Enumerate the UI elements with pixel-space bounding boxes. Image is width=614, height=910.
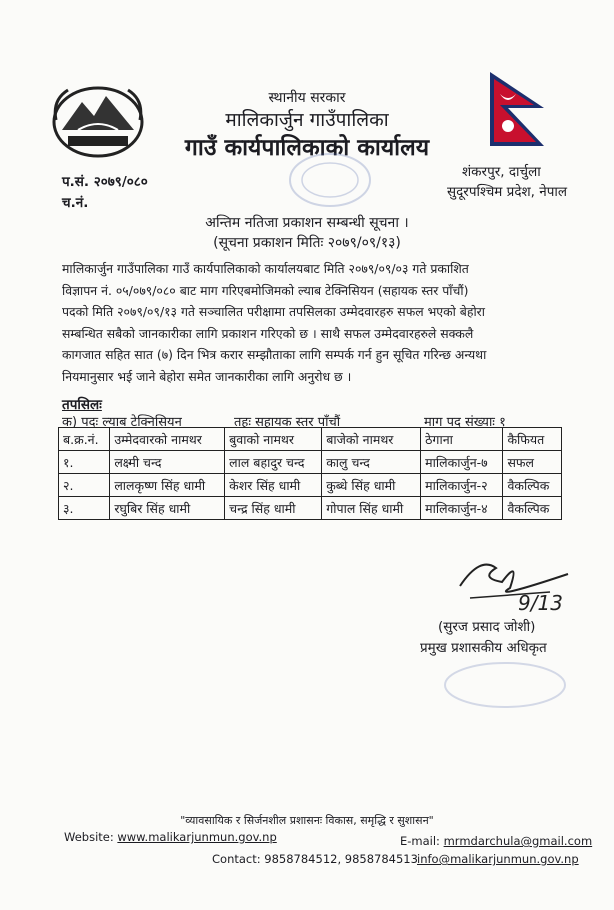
table-cell: सफल <box>503 451 562 474</box>
table-cell: वैकल्पिक <box>503 497 562 520</box>
table-cell: वैकल्पिक <box>503 474 562 497</box>
notice-body <box>62 258 562 387</box>
signer-title: प्रमुख प्रशासकीय अधिकृत <box>420 640 547 656</box>
table-header-row <box>59 428 562 451</box>
table-cell: चन्द्र सिंह धामी <box>225 497 322 520</box>
table-cell: कुब्धे सिंह धामी <box>322 474 421 497</box>
footer-slogan: "व्यावसायिक र सिर्जनशील प्रशासनः विकास, समृद्धि र सुशासन" <box>180 814 434 827</box>
post-level: तहः सहायक स्तर पाँचौं <box>234 415 341 430</box>
footer-website <box>64 830 277 844</box>
schedule-heading: तपसिलः <box>62 397 102 413</box>
signature-icon <box>450 548 580 618</box>
table-cell: मालिकार्जुन-४ <box>421 497 503 520</box>
footer-email <box>400 834 592 848</box>
table-row <box>59 497 562 520</box>
office-stamp-icon <box>285 150 375 210</box>
table-cell: लक्ष्मी चन्द <box>110 451 225 474</box>
table-cell: २. <box>59 474 110 497</box>
notice-date: (सूचना प्रकाशन मितिः २०७९/०९/१३) <box>213 235 401 251</box>
contact-label: Contact: <box>212 852 261 866</box>
header-local-government: स्थानीय सरकार <box>268 90 346 106</box>
post-count: माग पद संख्याः १ <box>424 415 506 430</box>
address-line-2: सुदूरपश्चिम प्रदेश, नेपाल <box>447 184 568 200</box>
signer-name: (सुरज प्रसाद जोशी) <box>438 619 536 635</box>
post-name: क) पदः ल्याब टेक्निसियन <box>62 415 182 430</box>
address-line-1: शंकरपुर, दार्चुला <box>462 164 541 180</box>
table-cell: मालिकार्जुन-७ <box>421 451 503 474</box>
column-header: बाजेको नामथर <box>322 428 421 451</box>
column-header: बुवाको नामथर <box>225 428 322 451</box>
footer-contact <box>212 852 418 866</box>
header-municipality-name: मालिकार्जुन गाउँपालिका <box>225 109 389 131</box>
signature-date-mark: 9/13 <box>518 591 563 615</box>
footer-email-secondary <box>417 852 579 866</box>
email-link[interactable]: mrmdarchula@gmail.com <box>443 834 593 848</box>
table-cell: कालु चन्द <box>322 451 421 474</box>
table-cell: लालकृष्ण सिंह धामी <box>110 474 225 497</box>
table-cell: लाल बहादुर चन्द <box>225 451 322 474</box>
notice-body-line: कागजात सहित सात (७) दिन भित्र करार सम्झौताका लागि सम्पर्क गर्न हुन सूचित गरिन्छ अन्यथा <box>62 347 487 362</box>
column-header: उम्मेदवारको नामथर <box>110 428 225 451</box>
table-cell: मालिकार्जुन-२ <box>421 474 503 497</box>
notice-body-line: नियमानुसार भई जाने बेहोरा समेत जानकारीका लागि अनुरोध छ । <box>62 368 352 384</box>
notice-title: अन्तिम नतिजा प्रकाशन सम्बन्धी सूचना । <box>205 215 409 231</box>
column-header: ठेगाना <box>421 428 503 451</box>
table-row <box>59 451 562 474</box>
table-cell: ३. <box>59 497 110 520</box>
column-header: ब.क्र.नं. <box>59 428 110 451</box>
notice-body-line: मालिकार्जुन गाउँपालिका गाउँ कार्यपालिकाको कार्यालयबाट मिति २०७९/०९/०३ गते प्रकाशित <box>62 261 469 276</box>
table-cell: गोपाल सिंह धामी <box>322 497 421 520</box>
notice-body-line: सम्बन्धित सबैको जानकारीका लागि प्रकाशन गरिएको छ । साथै सफल उम्मेदवारहरुले सक्कलै <box>62 325 474 341</box>
dispatch-number: च.नं. <box>62 195 89 211</box>
results-table <box>58 427 562 520</box>
table-cell: रघुबिर सिंह धामी <box>110 497 225 520</box>
office-stamp-icon <box>440 660 570 710</box>
notice-body-line: पदको मिति २०७९/०९/१३ गते सञ्चालित परीक्षामा तपसिलका उम्मेदवारहरु सफल भएको बेहोरा <box>62 304 485 319</box>
notice-body-line: विज्ञापन नं. ०५/०७९/०८० बाट माग गरिएबमोजिमको ल्याब टेक्निसियन (सहायक स्तर पाँचौं) <box>62 282 469 298</box>
table-row <box>59 474 562 497</box>
website-label: Website: <box>64 830 114 844</box>
table-cell: केशर सिंह धामी <box>225 474 322 497</box>
header-office-name: गाउँ कार्यपालिकाको कार्यालय <box>184 135 430 161</box>
column-header: कैफियत <box>503 428 562 451</box>
website-link[interactable]: www.malikarjunmun.gov.np <box>117 830 277 844</box>
contact-phones: 9858784512, 9858784513 <box>264 852 418 866</box>
email-label: E-mail: <box>400 834 440 848</box>
reference-number: प.सं. २०७९/०८० <box>62 174 148 190</box>
table-cell: १. <box>59 451 110 474</box>
email-link-secondary[interactable]: info@malikarjunmun.gov.np <box>417 852 579 866</box>
